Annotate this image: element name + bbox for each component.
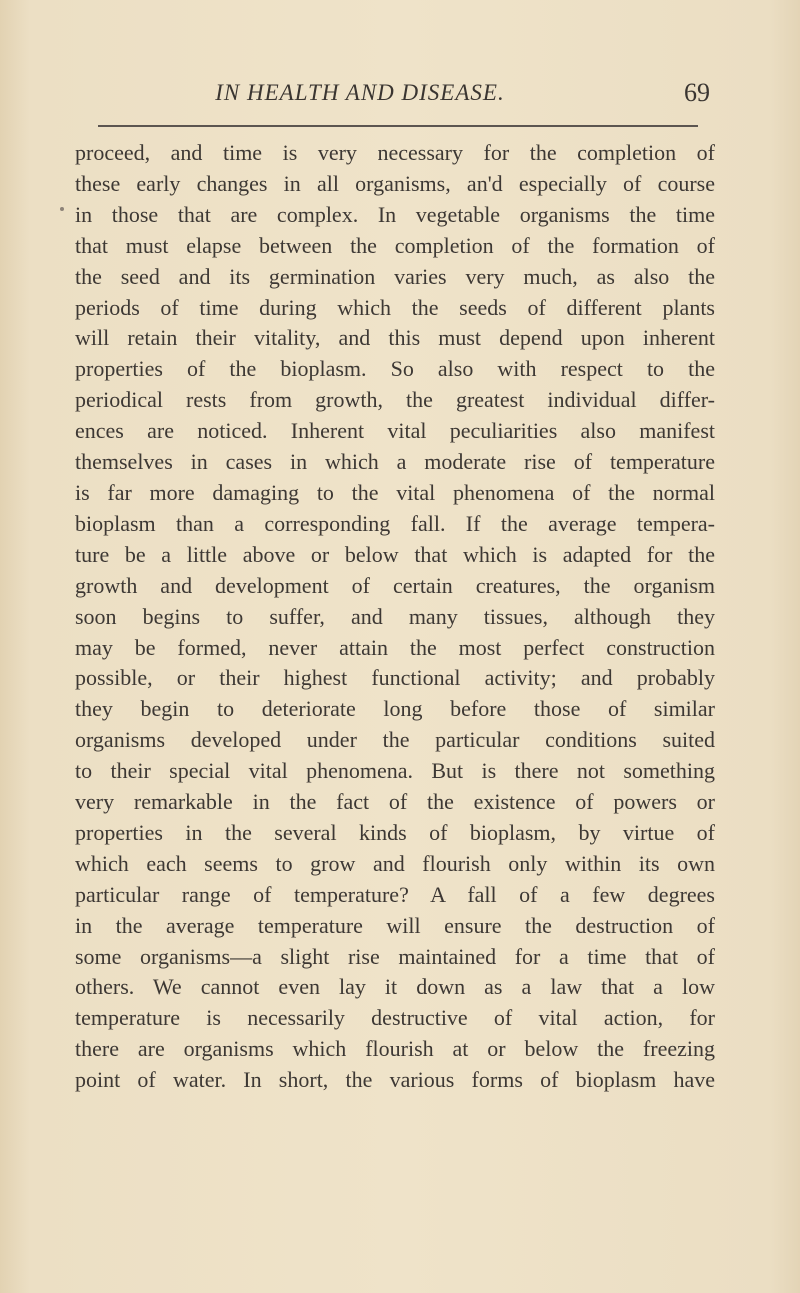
body-text [75,138,715,1096]
text-line: properties of the bioplasm. So also with respect to the [75,356,715,382]
text-line: themselves in cases in which a moderate rise of temperature [75,449,715,475]
text-line: growth and development of certain creatures, the organism [75,572,715,598]
text-line: may be formed, never attain the most perfect construction [75,634,715,660]
text-line: point of water. In short, the various forms of bioplasm have [75,1067,715,1093]
text-line: to their special vital phenomena. But is there not something [75,758,715,784]
header-rule [98,125,698,127]
text-line: some organisms—a slight rise maintained for a time that of [75,943,715,969]
running-head: IN HEALTH AND DISEASE. [215,80,505,105]
text-line: bioplasm than a corresponding fall. If the average tempera- [75,510,715,536]
margin-mark [60,207,64,211]
text-line: particular range of temperature? A fall of a few degrees [75,881,715,907]
text-line: organisms developed under the particular conditions suited [75,727,715,753]
text-line: possible, or their highest functional activity; and probably [75,665,715,691]
text-line: soon begins to suffer, and many tissues, although they [75,603,715,629]
page-header [90,80,710,120]
text-line: which each seems to grow and flourish only within its own [75,850,715,876]
text-line: ture be a little above or below that which is adapted for the [75,541,715,567]
text-line: periods of time during which the seeds of different plants [75,294,715,320]
text-line: temperature is necessarily destructive of vital action, for [75,1005,715,1031]
text-line: periodical rests from growth, the greatest individual differ- [75,387,715,413]
text-line: that must elapse between the completion of the formation of [75,232,715,258]
text-line: others. We cannot even lay it down as a law that a low [75,974,715,1000]
text-line: proceed, and time is very necessary for the completion of [75,140,715,165]
text-line: is far more damaging to the vital phenomena of the normal [75,479,715,505]
page-number: 69 [684,78,710,107]
text-line: these early changes in all organisms, an'd especially of course [75,170,715,196]
text-line: in those that are complex. In vegetable organisms the time [75,201,715,227]
text-line: will retain their vitality, and this must depend upon inherent [75,325,715,351]
text-line: very remarkable in the fact of the existence of powers or [75,789,715,815]
text-line: in the average temperature will ensure the destruction of [75,912,715,938]
text-line: the seed and its germination varies very much, as also the [75,263,715,289]
text-line: ences are noticed. Inherent vital peculiarities also manifest [75,418,715,444]
text-line: properties in the several kinds of bioplasm, by virtue of [75,819,715,845]
text-line: they begin to deteriorate long before those of similar [75,696,715,722]
text-line: there are organisms which flourish at or below the freezing [75,1036,715,1062]
